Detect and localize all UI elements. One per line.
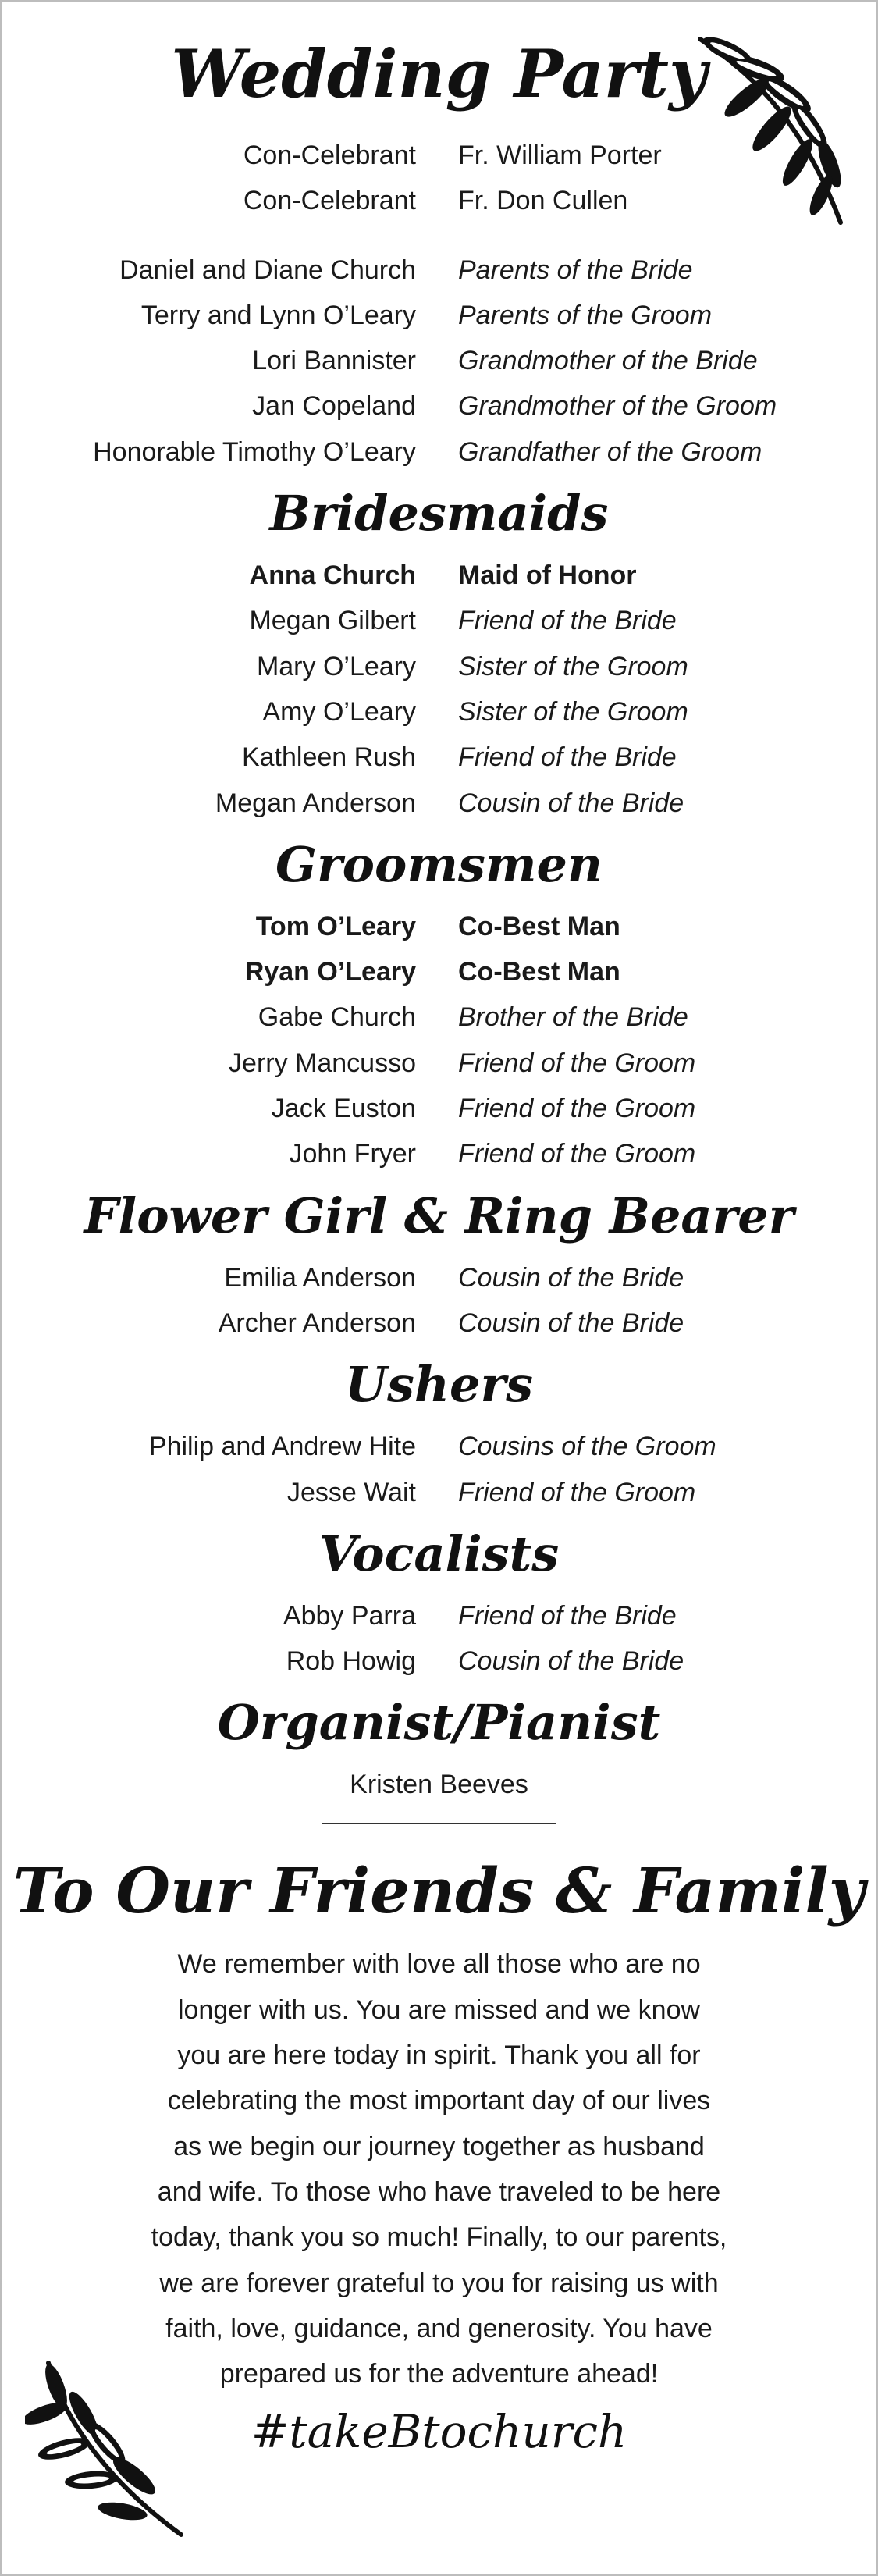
list-item [2, 338, 876, 383]
list-item [2, 1593, 876, 1638]
paragraph-line: celebrating the most important day of our lives [167, 2086, 711, 2116]
member-name: Gabe Church [258, 1002, 416, 1033]
member-role: Grandmother of the Bride [458, 346, 758, 376]
member-role: Co-Best Man [458, 957, 620, 987]
member-role: Friend of the Bride [458, 1600, 677, 1631]
member-name: John Fryer [289, 1139, 416, 1169]
member-role: Cousin of the Bride [458, 1308, 684, 1338]
paragraph-line: today, thank you so much! Finally, to our parents, [151, 2222, 727, 2253]
member-name: Lori Bannister [252, 346, 416, 376]
organist-heading: Organist/Pianist [217, 1694, 661, 1752]
paragraph-line: and wife. To those who have traveled to be here [157, 2176, 721, 2207]
paragraph-line: we are forever grateful to you for raising us with [159, 2268, 719, 2298]
paragraph-line: prepared us for the adventure ahead! [219, 2359, 659, 2389]
thanks-heading: To Our Friends & Family [12, 1854, 866, 1928]
member-role: Maid of Honor [458, 560, 637, 591]
member-name: Rob Howig [286, 1646, 416, 1677]
family-list [2, 247, 876, 475]
list-item [2, 781, 876, 826]
paragraph-line: longer with us. You are missed and we know [177, 1994, 701, 2025]
list-item [2, 598, 876, 643]
list-item [2, 1131, 876, 1176]
list-item [2, 429, 876, 475]
list-item [2, 994, 876, 1040]
groomsmen-heading: Groomsmen [275, 835, 603, 893]
member-name: Anna Church [249, 560, 416, 591]
organist-name: Kristen Beeves [350, 1770, 528, 1800]
list-item [2, 1424, 876, 1469]
list-item [2, 1638, 876, 1684]
member-name: Con-Celebrant [243, 186, 416, 216]
member-name: Archer Anderson [218, 1308, 416, 1338]
vocalists-heading: Vocalists [318, 1525, 560, 1582]
member-role: Cousin of the Bride [458, 788, 684, 818]
laurel-branch-icon [25, 2351, 189, 2546]
list-item [2, 247, 876, 293]
list-item [2, 1300, 876, 1346]
list-item [2, 1470, 876, 1515]
list-item [2, 735, 876, 780]
member-name: Jack Euston [271, 1094, 416, 1124]
member-role: Parents of the Groom [458, 300, 713, 330]
paragraph-line: We remember with love all those who are no [177, 1949, 701, 1980]
list-item [2, 383, 876, 429]
member-role: Sister of the Groom [458, 696, 688, 727]
thanks-paragraph [96, 1941, 783, 2396]
member-name: Jesse Wait [286, 1477, 416, 1507]
list-item [2, 178, 876, 223]
list-item [2, 133, 876, 178]
member-role: Friend of the Groom [458, 1477, 696, 1507]
divider [322, 1823, 556, 1824]
vocalists-list [2, 1593, 876, 1685]
member-name: Megan Anderson [215, 788, 416, 818]
member-name: Tom O’Leary [255, 911, 416, 941]
list-item [2, 644, 876, 689]
member-role: Cousins of the Groom [458, 1432, 716, 1462]
ushers-list [2, 1424, 876, 1515]
member-name: Abby Parra [283, 1600, 416, 1631]
list-item [2, 904, 876, 949]
list-item [2, 1041, 876, 1086]
groomsmen-list [2, 904, 876, 1177]
paragraph-line: as we begin our journey together as husband [173, 2131, 705, 2161]
member-role: Brother of the Bride [458, 1002, 688, 1033]
member-role: Sister of the Groom [458, 651, 688, 681]
member-name: Terry and Lynn O’Leary [140, 300, 416, 330]
officiant-list [2, 133, 876, 224]
member-role: Friend of the Groom [458, 1094, 696, 1124]
bridesmaids-list [2, 553, 876, 826]
member-role: Fr. Don Cullen [458, 186, 628, 216]
member-name: Honorable Timothy O’Leary [93, 436, 416, 467]
hashtag: #takeBtochurch [251, 2405, 627, 2459]
paragraph-line: you are here today in spirit. Thank you all for [177, 2041, 701, 2071]
member-name: Mary O’Leary [256, 651, 416, 681]
member-role: Friend of the Groom [458, 1139, 696, 1169]
member-name: Jerry Mancusso [229, 1048, 416, 1078]
member-name: Jan Copeland [252, 391, 416, 422]
member-role: Cousin of the Bride [458, 1646, 684, 1677]
member-role: Fr. William Porter [458, 141, 662, 170]
member-name: Philip and Andrew Hite [148, 1432, 416, 1462]
member-role: Friend of the Bride [458, 742, 677, 773]
member-role: Friend of the Bride [458, 606, 677, 636]
page-title: Wedding Party [171, 35, 707, 112]
member-role: Grandfather of the Groom [458, 436, 762, 467]
member-name: Ryan O’Leary [244, 957, 416, 987]
flower-ring-list [2, 1255, 876, 1347]
member-role: Parents of the Bride [458, 254, 693, 285]
list-item [2, 1086, 876, 1131]
member-name: Amy O’Leary [262, 696, 416, 727]
ushers-heading: Ushers [344, 1356, 534, 1414]
list-item [2, 293, 876, 338]
member-name: Emilia Anderson [224, 1262, 416, 1293]
list-item [2, 553, 876, 598]
member-role: Co-Best Man [458, 911, 620, 941]
list-item [2, 1255, 876, 1300]
member-role: Grandmother of the Groom [458, 391, 777, 422]
list-item [2, 689, 876, 735]
list-item [2, 949, 876, 994]
member-role: Cousin of the Bride [458, 1262, 684, 1293]
member-name: Con-Celebrant [243, 141, 416, 170]
bridesmaids-heading: Bridesmaids [269, 485, 609, 543]
flower-ring-heading: Flower Girl & Ring Bearer [84, 1187, 794, 1244]
paragraph-line: faith, love, guidance, and generosity. You have [165, 2313, 713, 2343]
member-name: Megan Gilbert [249, 606, 416, 636]
member-name: Daniel and Diane Church [119, 254, 416, 285]
member-name: Kathleen Rush [241, 742, 416, 773]
member-role: Friend of the Groom [458, 1048, 696, 1078]
